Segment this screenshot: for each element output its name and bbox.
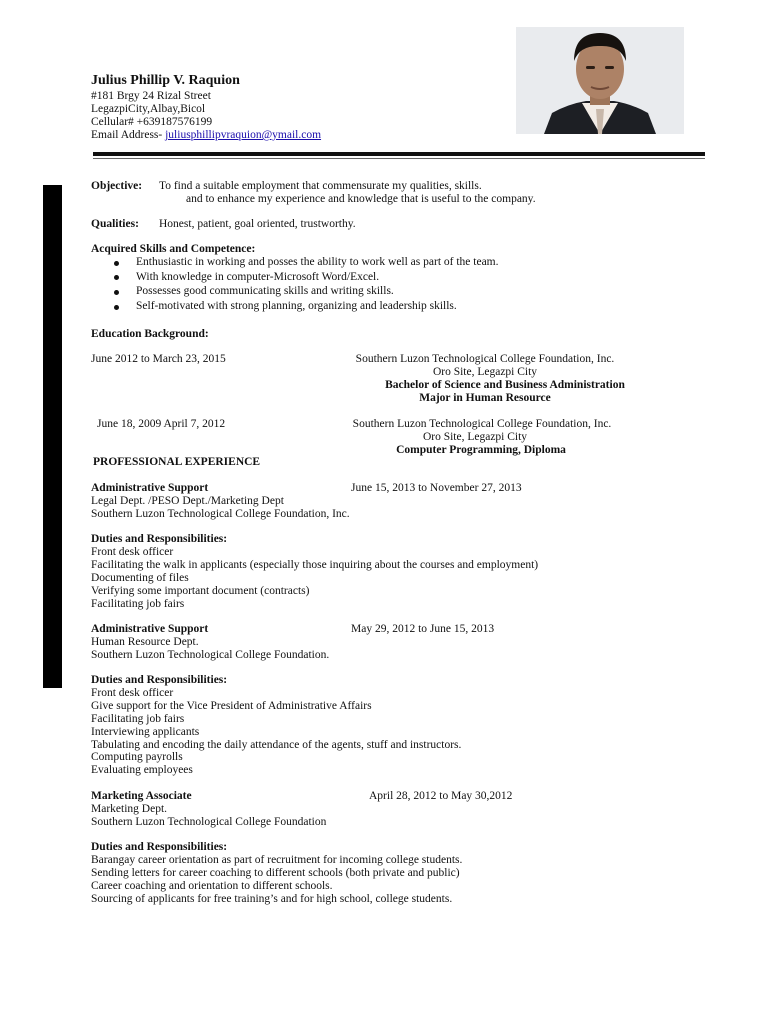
email-link[interactable]: juliusphillipvraquion@ymail.com: [165, 129, 322, 141]
duties-heading: Duties and Responsibilities:: [91, 674, 228, 686]
left-decorative-bar: [43, 185, 62, 688]
address-line-1: #181 Brgy 24 Rizal Street: [91, 90, 211, 102]
job-organization: Southern Luzon Technological College Foundation.: [91, 649, 330, 661]
candidate-name: Julius Phillip V. Raquion: [91, 73, 240, 88]
duty-item: Facilitating the walk in applicants (especially those inquiring about the courses and employment): [91, 558, 539, 571]
job-dates: April 28, 2012 to May 30,2012: [369, 790, 513, 802]
duty-item: Verifying some important document (contracts): [91, 584, 310, 597]
person-portrait-icon: [516, 27, 684, 134]
cellular-number: Cellular# +639187576199: [91, 116, 213, 128]
education-major: Major in Human Resource: [419, 392, 551, 404]
education-location: Oro Site, Legazpi City: [422, 431, 528, 443]
objective-line-1: To find a suitable employment that commensurate my qualities, skills.: [159, 180, 482, 192]
duty-item: Facilitating job fairs: [91, 712, 185, 725]
job-title: Administrative Support: [91, 623, 209, 635]
education-dates: June 2012 to March 23, 2015: [91, 353, 226, 365]
job-title: Administrative Support: [91, 482, 209, 494]
job-dates: May 29, 2012 to June 15, 2013: [351, 623, 495, 635]
duties-heading: Duties and Responsibilities:: [91, 841, 228, 853]
education-degree: Computer Programming, Diploma: [396, 444, 566, 456]
skill-item: Possesses good communicating skills and writing skills.: [112, 285, 499, 300]
duties-list: [91, 687, 461, 777]
job-organization: Southern Luzon Technological College Foundation, Inc.: [91, 508, 350, 520]
job-title: Marketing Associate: [91, 790, 192, 802]
email-label: Email Address-: [91, 129, 166, 141]
education-dates: June 18, 2009 April 7, 2012: [97, 418, 226, 430]
skill-item: Self-motivated with strong planning, organizing and leadership skills.: [112, 300, 499, 315]
duty-item: Front desk officer: [91, 687, 174, 699]
skills-list: [112, 256, 499, 315]
skill-item: With knowledge in computer-Microsoft Word/Excel.: [112, 271, 499, 286]
header-divider: [93, 152, 705, 156]
duty-item: Documenting of files: [91, 571, 189, 584]
skills-heading: Acquired Skills and Competence:: [91, 243, 256, 255]
duty-item: Front desk officer: [91, 546, 174, 558]
duty-item: Sending letters for career coaching to different schools (both private and public): [91, 866, 460, 879]
education-school: Southern Luzon Technological College Foundation, Inc.: [352, 418, 612, 430]
duties-list: [91, 546, 538, 610]
header-divider-thin: [93, 158, 705, 159]
qualities-text: Honest, patient, goal oriented, trustworthy.: [159, 218, 356, 230]
email-line: [91, 129, 321, 142]
objective-line-2: and to enhance my experience and knowledge that is useful to the company.: [186, 193, 536, 205]
objective-label: Objective:: [91, 180, 143, 192]
duty-item: Sourcing of applicants for free training’s and for high school, college students.: [91, 892, 453, 905]
qualities-label: Qualities:: [91, 218, 139, 230]
address-line-2: LegazpiCity,Albay,Bicol: [91, 103, 206, 115]
duty-item: Barangay career orientation as part of recruitment for incoming college students.: [91, 854, 463, 866]
profile-photo: [516, 27, 684, 134]
education-location: Oro Site, Legazpi City: [432, 366, 538, 378]
skill-item: Enthusiastic in working and posses the ability to work well as part of the team.: [112, 256, 499, 271]
duties-list: [91, 854, 462, 906]
education-degree: Bachelor of Science and Business Administration: [385, 379, 625, 391]
duty-item: Computing payrolls: [91, 751, 183, 764]
education-heading: Education Background:: [91, 328, 209, 340]
experience-heading: PROFESSIONAL EXPERIENCE: [93, 456, 261, 468]
duty-item: Career coaching and orientation to different schools.: [91, 879, 333, 892]
duties-heading: Duties and Responsibilities:: [91, 533, 228, 545]
duty-item: Evaluating employees: [91, 764, 193, 777]
job-dates: June 15, 2013 to November 27, 2013: [351, 482, 522, 494]
duty-item: Interviewing applicants: [91, 725, 200, 738]
education-school: Southern Luzon Technological College Foundation, Inc.: [355, 353, 615, 365]
duty-item: Give support for the Vice President of Administrative Affairs: [91, 699, 372, 712]
duty-item: Tabulating and encoding the daily attendance of the agents, stuff and instructors.: [91, 738, 462, 751]
job-department: Legal Dept. /PESO Dept./Marketing Dept: [91, 495, 284, 507]
job-department: Human Resource Dept.: [91, 636, 199, 648]
duty-item: Facilitating job fairs: [91, 597, 185, 610]
job-organization: Southern Luzon Technological College Foundation: [91, 816, 327, 828]
job-department: Marketing Dept.: [91, 803, 168, 815]
